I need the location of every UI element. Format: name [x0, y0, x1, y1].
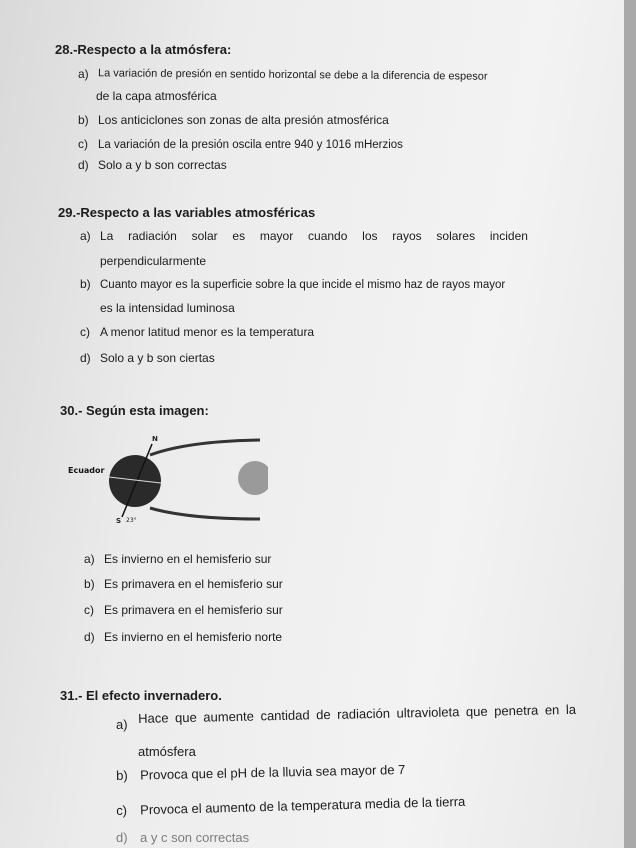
q28-option-c [78, 137, 403, 151]
word: la [565, 701, 577, 718]
option-letter: d) [116, 830, 128, 845]
word: aumente [203, 708, 255, 725]
south-label: S [116, 517, 122, 525]
option-text: Es invierno en el hemisferio sur [104, 552, 272, 566]
north-label: N [152, 435, 158, 443]
q30-option-c [84, 603, 283, 617]
word: solares [436, 229, 476, 243]
option-letter: c) [116, 802, 128, 818]
q30-option-b [84, 577, 283, 591]
word: Hace [138, 710, 169, 726]
q29-option-d [80, 351, 215, 365]
option-text: a y c son correctas [140, 830, 250, 845]
word: en [544, 702, 560, 718]
word: radiación [128, 229, 177, 243]
word: mayor [259, 229, 294, 243]
earth-orbit-diagram [68, 433, 268, 528]
option-text: Solo a y b son ciertas [100, 351, 215, 365]
option-letter: a) [78, 67, 89, 81]
q30-option-a [84, 552, 271, 566]
option-text: Es invierno en el hemisferio norte [104, 630, 283, 644]
page-edge [624, 0, 636, 848]
q29-option-a-letter: a) [80, 229, 91, 243]
q31-option-b [116, 762, 405, 783]
option-letter: b) [116, 767, 128, 783]
question-31-title: 31.- El efecto invernadero. [60, 688, 222, 703]
option-letter: c) [80, 325, 90, 339]
q28-option-a-continuation: de la capa atmosférica [96, 89, 217, 103]
q29-option-a-line [100, 229, 528, 243]
word: cantidad [260, 707, 310, 724]
orbit-top-line [150, 440, 260, 455]
orbit-bottom-line [150, 508, 260, 519]
word: solar [191, 229, 218, 243]
option-letter: c) [78, 137, 88, 151]
option-letter: d) [84, 630, 95, 644]
word: penetra [494, 702, 539, 719]
option-letter: b) [78, 113, 89, 127]
word: La [100, 229, 114, 243]
option-text: A menor latitud menor es la temperatura [100, 325, 315, 339]
word: que [174, 709, 197, 726]
option-text: Provoca el aumento de la temperatura media de la tierra [139, 793, 466, 818]
question-30-title: 30.- Según esta imagen: [60, 403, 209, 418]
q31-option-a-line [138, 702, 576, 726]
word: inciden [489, 229, 528, 243]
q29-option-c [80, 325, 314, 339]
q28-option-d [78, 158, 227, 172]
option-text: La variación de la presión oscila entre 940 y 1016 mHerzios [98, 139, 403, 151]
question-28-title: 28.-Respecto a la atmósfera: [55, 42, 232, 57]
tilt-angle-label: 23° [126, 517, 137, 524]
option-text: Los anticiclones son zonas de alta presión atmosférica [98, 113, 389, 127]
word: de [316, 706, 331, 723]
earth-icon [109, 455, 161, 507]
word: los [362, 229, 378, 243]
q30-option-d [84, 630, 282, 644]
word: ultravioleta [396, 704, 460, 721]
q31-option-d [116, 830, 249, 845]
option-letter: d) [80, 351, 91, 365]
sun-icon [238, 461, 268, 495]
q29-option-b-continuation: es la intensidad luminosa [100, 301, 235, 315]
q31-option-c [116, 794, 465, 818]
option-letter: b) [84, 577, 95, 591]
q28-option-a [78, 67, 488, 81]
q31-option-a-continuation: atmósfera [138, 744, 196, 759]
word: cuando [308, 229, 348, 243]
option-text: Solo a y b son correctas [98, 158, 227, 172]
option-letter: a) [84, 552, 95, 566]
option-text: La variación de presión en sentido horizontal se debe a la diferencia de espesor [97, 67, 488, 83]
option-text: Es primavera en el hemisferio sur [104, 603, 283, 617]
word: radiación [337, 705, 391, 722]
word: que [465, 703, 488, 720]
word: rayos [392, 229, 422, 243]
word: es [232, 229, 246, 243]
option-text: Provoca que el pH de la lluvia sea mayor de 7 [139, 761, 406, 783]
earth-orbit-figure [68, 433, 268, 528]
equator-label: Ecuador [68, 466, 105, 475]
option-letter: b) [80, 277, 91, 291]
option-text: Cuanto mayor es la superficie sobre la que incide el mismo haz de rayos mayor [100, 279, 506, 291]
q31-option-a-letter: a) [116, 717, 128, 732]
q28-option-b [78, 113, 389, 127]
option-letter: d) [78, 158, 89, 172]
question-29-title: 29.-Respecto a las variables atmosféricas [58, 205, 316, 220]
option-letter: c) [84, 603, 94, 617]
q29-option-b [80, 277, 505, 291]
q29-option-a-continuation: perpendicularmente [100, 254, 207, 268]
option-text: Es primavera en el hemisferio sur [104, 577, 283, 591]
